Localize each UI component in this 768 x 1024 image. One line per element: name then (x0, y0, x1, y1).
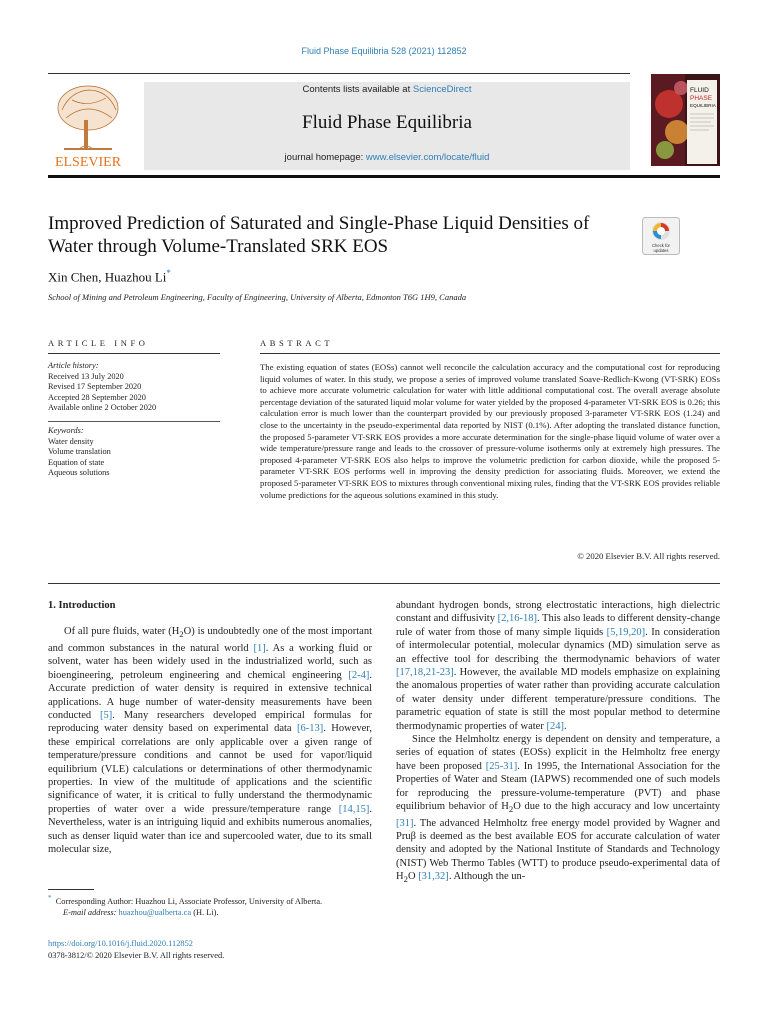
svg-text:updates: updates (653, 248, 669, 253)
author-list: Xin Chen, Huazhou Li* (48, 268, 171, 285)
citation-link[interactable]: [1] (253, 642, 266, 654)
citation-link[interactable]: [2,16-18] (497, 613, 537, 625)
citation-link[interactable]: [5,19,20] (606, 626, 646, 638)
body-rule (48, 583, 720, 584)
abstract-text: The existing equation of states (EOSs) cannot well reconcile the calculation accuracy and the computational cost for reproducing liquid volumes of water. In this study, we propose a series of improved volume translated Soave-Redlich-Kwong (VT-SRK) EOSs to achieve more accurate volumetric calculation for water with little additional computational cost. The overall average absolute percentage deviation of the saturated liquid molar volume for water yielded by the proposed 4-parameter VT-SRK EOS is 0.26; this calculation error is much lower than the counterpart provided by our previously proposed 3-parameter VT-SRK EOS (1.24) and close to the uncertainty in the pseudo-experimental data reported by NIST (0.1%). After adopting the translated distance function, the proposed 5-parameter VT-SRK EOS provides a more accurate determination for the single-phase liquid volume of water over a wide temperature/pressure range and leads to the crossover of pressure-volume isotherms only at extremely high pressures. The proposed 4-parameter VT-SRK EOS also helps to improve the volumetric prediction for carbon dioxide, while the proposed 5-parameter VT-SRK EOS performs well in improving the density prediction for associating fluids. Moreover, we extend the proposed 5-parameter VT-SRK EOS to mixtures through conventional mixing rules, finding that the VT-SRK EOS provides reliable volume predictions for the aqueous solutions examined in this study. (260, 362, 720, 500)
affiliation: School of Mining and Petroleum Engineering, Faculty of Engineering, University of Alberta, Edmonton T6G 1H9, Canada (48, 292, 467, 302)
copyright: © 2020 Elsevier B.V. All rights reserved. (577, 551, 720, 561)
homepage-line: journal homepage: www.elsevier.com/locate/fluid (284, 152, 490, 163)
keywords-rule (48, 421, 220, 422)
abstract-rule (260, 353, 720, 354)
citation-link[interactable]: [6-13] (297, 723, 324, 735)
elsevier-logo[interactable] (48, 80, 128, 170)
corresponding-author-mark[interactable]: * (166, 268, 171, 278)
footnote: * Corresponding Author: Huazhou Li, Associate Professor, University of Alberta. E-mail address: huazhou@ualberta.ca (H. Li). (48, 894, 323, 917)
citation-link[interactable]: [25-31] (485, 760, 518, 772)
right-column (396, 599, 720, 887)
keywords-label: Keywords: (48, 426, 84, 435)
citation-link[interactable]: [17,18,21-23] (396, 667, 454, 679)
citation-link[interactable]: [5] (100, 709, 113, 721)
abstract-heading: ABSTRACT (260, 338, 334, 348)
paragraph: abundant hydrogen bonds, strong electrostatic interactions, high dielectric constant and diffusivity [2,16-18]. This also leads to different density-change rule of water from those of many simple liquids [5,19,20]. In consideration of intermolecular potential, molecular dynamics (MD) simulation serve as an effective tool for describing the thermodynamic behaviors of water [17,18,21-23]. However, the available MD models emphasize on explaining the anomalous properties of water rather than providing accurate calculation of water density under different temperature/pressure conditions. The parametric equation of state is still the most popular method to determine thermodynamic properties of water [24]. (396, 600, 721, 732)
sciencedirect-link[interactable]: ScienceDirect (412, 84, 472, 95)
journal-homepage-link[interactable]: www.elsevier.com/locate/fluid (365, 152, 490, 163)
article-info-heading: ARTICLE INFO (48, 338, 149, 348)
journal-title: Fluid Phase Equilibria (302, 112, 472, 133)
issn-line: 0378-3812/© 2020 Elsevier B.V. All rights reserved. (48, 950, 225, 960)
doi-block (48, 938, 448, 961)
history-item: Accepted 28 September 2020 (48, 392, 146, 402)
left-column (48, 599, 372, 856)
keyword: Aqueous solutions (48, 468, 110, 478)
paragraph: Since the Helmholtz energy is dependent on density and temperature, a series of equation of states (EOSs) explicit in the Helmholtz free energy have been proposed [25-31]. In 1995, the International Association for the Properties of Water and Steam (IAPWS) recommended one of such models for reproducing the pressure-volume-temperature (PVT) and phase equilibrium behavior of $H_2O$ due to the high accuracy and low uncertainty [31]. The advanced Helmholtz free energy model provided by Wagner and Pruβ is deemed as the best available EOS for accurate calculation of water density and adopted by the National Institute of Standards and Technology (NIST) Web Thermo Tables (WTT) to produce pseudo-experimental data of $H_2O$ [31,32]. Although the un- (396, 734, 720, 885)
citation-link[interactable]: [24] (546, 720, 564, 732)
header-rule-thick (48, 175, 720, 178)
paragraph: Of all pure fluids, water $(H_2O)$ is undoubtedly one of the most important and common substances in the natural world [1]. As a working fluid or solvent, water has been widely used in the industrialized world, such as bioengineering, petroleum engineering and chemical engineering [2-4]. Accurate prediction of water density is required in extensive technical applications. A huge number of water-density measurements have been conducted [5]. Many researchers developed empirical formulas for reproducing water density based on experimental data [6-13]. However, these empirical correlations are only applicable over a given range of temperature/pressure conditions and cannot be used for vapor/liquid equilibrium (VLE) calculations or determinations of other thermodynamic properties. In view of the multitude of applications and the scientific significance of water, it is critical to fully understand the thermodynamic properties of water over a wide pressure/temperature range [14,15]. Nevertheless, water is an intriguing liquid and exhibits numerous anomalies, such as denser liquid water than ice and supercooled water, due to its small molecular size, (48, 626, 373, 855)
journal-cover-image[interactable] (651, 74, 720, 166)
history-item: Received 13 July 2020 (48, 371, 124, 381)
doi-link[interactable]: https://doi.org/10.1016/j.fluid.2020.112852 (48, 939, 193, 948)
journal-citation[interactable]: Fluid Phase Equilibria 528 (2021) 112852 (301, 46, 467, 56)
svg-text:FLUID: FLUID (690, 87, 709, 94)
keyword: Equation of state (48, 457, 105, 467)
citation-link[interactable]: [31] (396, 817, 414, 829)
email-link[interactable]: huazhou@ualberta.ca (118, 907, 192, 917)
journal-masthead (144, 82, 630, 170)
citation-link[interactable]: [14,15] (338, 803, 370, 815)
paper-title: Improved Prediction of Saturated and Single-Phase Liquid Densities of Water through Volume-Translated SRK EOS (48, 213, 590, 257)
contents-line: Contents lists available at ScienceDirect (302, 84, 472, 95)
svg-text:Check for: Check for (652, 243, 670, 248)
keyword: Volume translation (48, 447, 111, 457)
header-rule (48, 73, 630, 74)
history-label: Article history: (48, 361, 99, 370)
footnote-mark: * (48, 894, 52, 902)
keywords (48, 426, 220, 479)
article-history (48, 361, 220, 414)
citation-link[interactable]: [31,32] (418, 871, 449, 883)
elsevier-wordmark: ELSEVIER (54, 155, 122, 170)
history-item: Available online 2 October 2020 (48, 403, 157, 413)
svg-text:PHASE: PHASE (690, 95, 713, 102)
svg-text:EQUILIBRIA: EQUILIBRIA (690, 103, 716, 108)
keyword: Water density (48, 436, 94, 446)
section-heading: 1. Introduction (48, 600, 116, 611)
citation-link[interactable]: [2-4] (348, 669, 370, 681)
article-info-rule (48, 353, 220, 354)
history-item: Revised 17 September 2020 (48, 382, 142, 392)
footnote-rule (48, 889, 94, 890)
check-for-updates-button[interactable] (642, 217, 680, 255)
